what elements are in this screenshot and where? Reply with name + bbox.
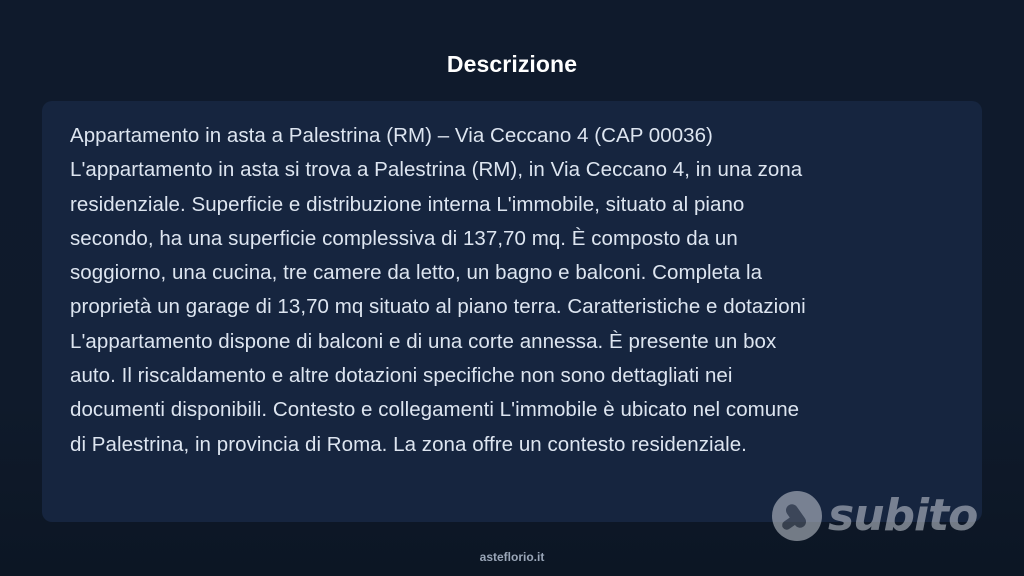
description-line: soggiorno, una cucina, tre camere da letto, un bagno e balconi. Completa la xyxy=(70,261,763,285)
footer-site-label: asteflorio.it xyxy=(479,550,545,564)
description-line: di Palestrina, in provincia di Roma. La zona offre un contesto residenziale. xyxy=(70,432,747,456)
description-line: auto. Il riscaldamento e altre dotazioni specifiche non sono dettagliati nei xyxy=(70,364,733,388)
description-card xyxy=(42,101,982,522)
description-line: proprietà un garage di 13,70 mq situato al piano terra. Caratteristiche e dotazioni xyxy=(70,295,806,319)
subito-watermark xyxy=(772,490,977,542)
description-line: L'appartamento dispone di balconi e di una corte annessa. È presente un box xyxy=(70,329,777,353)
description-line: Appartamento in asta a Palestrina (RM) – Via Ceccano 4 (CAP 00036) xyxy=(70,124,713,147)
description-text xyxy=(70,119,956,462)
description-line: residenziale. Superficie e distribuzione interna L'immobile, situato al piano xyxy=(70,192,745,216)
description-line: secondo, ha una superficie complessiva di 137,70 mq. È composto da un xyxy=(70,226,738,250)
subito-logo-icon xyxy=(772,491,822,541)
page-title: Descrizione xyxy=(446,51,578,77)
description-line: documenti disponibili. Contesto e collegamenti L'immobile è ubicato nel comune xyxy=(70,398,800,422)
description-line: L'appartamento in asta si trova a Palestrina (RM), in Via Ceccano 4, in una zona xyxy=(70,158,803,182)
watermark-text: subito xyxy=(828,490,978,541)
